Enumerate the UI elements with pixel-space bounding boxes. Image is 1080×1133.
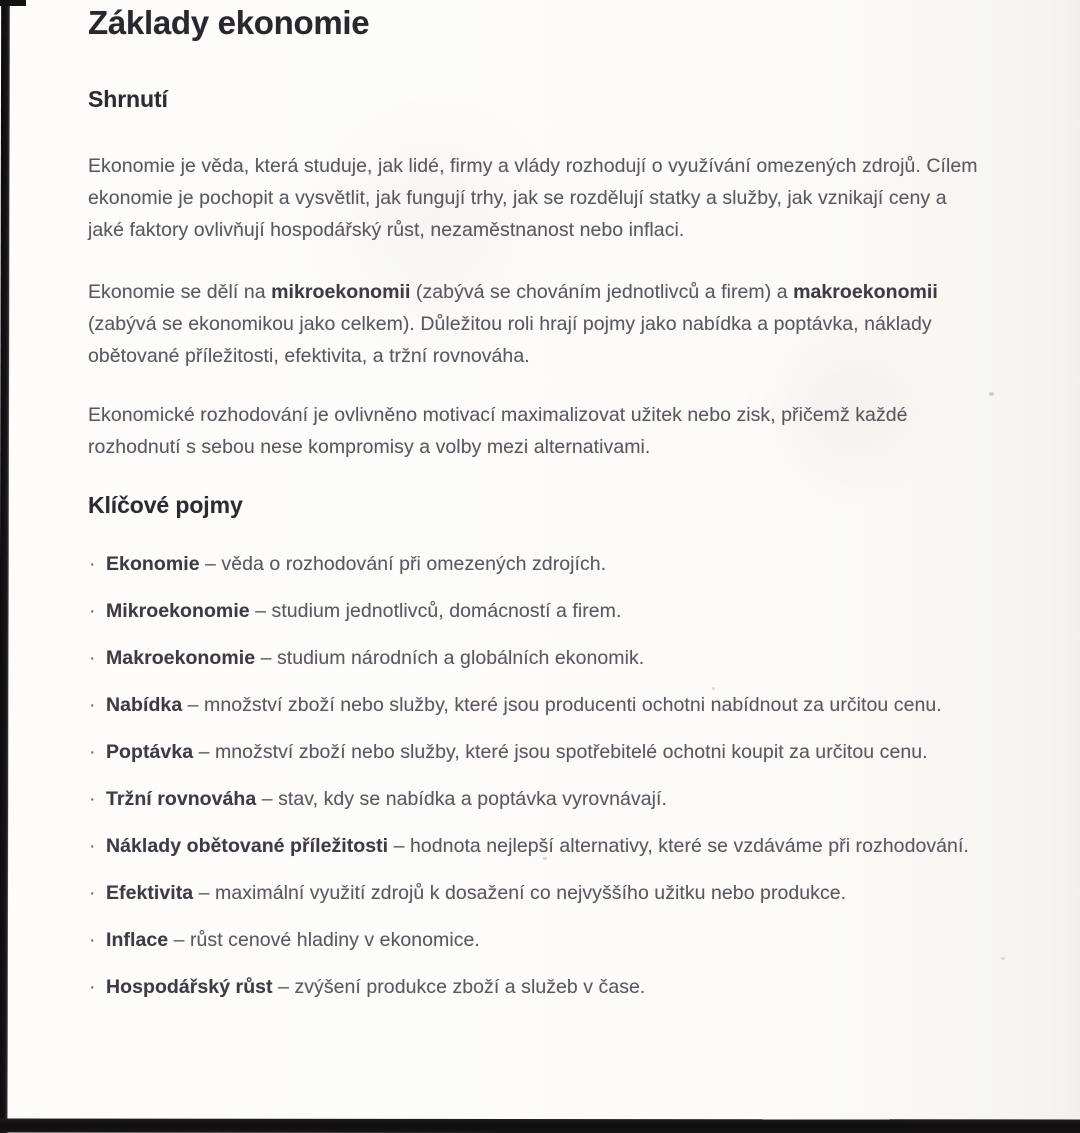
list-item xyxy=(88,924,981,956)
key-terms-list xyxy=(88,548,981,1003)
term-definition: – věda o rozhodování při omezených zdrojích. xyxy=(199,553,607,575)
bullet-dot: · xyxy=(89,835,96,857)
term-definition: – studium národních a globálních ekonomik. xyxy=(255,647,645,669)
term-label: Poptávka xyxy=(106,741,194,763)
term-label: Nabídka xyxy=(106,694,183,716)
bullet-dot: · xyxy=(89,553,96,575)
term-definition: – zvýšení produkce zboží a služeb v čase. xyxy=(272,976,646,998)
scan-speck xyxy=(989,392,994,396)
term-label: Tržní rovnováha xyxy=(106,788,257,810)
bullet-dot: · xyxy=(89,741,96,763)
list-item xyxy=(88,971,981,1003)
bullet-dot: · xyxy=(89,788,96,810)
document-content xyxy=(88,0,981,1018)
bullet-dot: · xyxy=(89,694,96,716)
term-label: Mikroekonomie xyxy=(106,600,250,622)
term-definition: – studium jednotlivců, domácností a firem. xyxy=(249,600,622,622)
term-label: Hospodářský růst xyxy=(106,976,273,998)
list-item xyxy=(88,548,981,580)
key-terms-heading: Klíčové pojmy xyxy=(88,492,243,518)
page-title: Základy ekonomie xyxy=(88,4,370,41)
bullet-dot: · xyxy=(89,647,96,669)
bullet-dot: · xyxy=(89,929,96,951)
summary-paragraph-2 xyxy=(88,276,981,372)
list-item xyxy=(88,783,981,815)
summary-paragraph-1: Ekonomie je věda, která studuje, jak lidé, firmy a vlády rozhodují o využívání omezených zdrojů. Cílem ekonomie je pochopit a vysvětlit, jak fungují trhy, jak se rozdělují statky a služby, jak vznikají ceny a jaké faktory ovlivňují hospodářský růst, nezaměstnanost nebo inflaci. xyxy=(88,155,978,241)
term-definition: – růst cenové hladiny v ekonomice. xyxy=(168,929,480,951)
term-definition: – maximální využití zdrojů k dosažení co nejvyššího užitku nebo produkce. xyxy=(193,882,847,904)
bold-term-makroekonomii: makroekonomii xyxy=(793,281,938,303)
scan-edge-left xyxy=(0,0,10,1133)
paragraph-text: (zabývá se ekonomikou jako celkem). Důležitou roli hrají pojmy jako nabídka a poptávka, náklady obětované příležitosti, efektivita, a tržní rovnováha. xyxy=(88,313,932,367)
list-item xyxy=(88,689,981,721)
bullet-dot: · xyxy=(89,976,96,998)
term-label: Ekonomie xyxy=(106,553,200,575)
term-label: Inflace xyxy=(106,929,169,951)
list-item xyxy=(88,642,981,674)
term-definition: – množství zboží nebo služby, které jsou producenti ochotni nabídnout za určitou cenu. xyxy=(182,694,942,716)
summary-heading: Shrnutí xyxy=(88,86,168,112)
scan-edge-top-corner xyxy=(0,0,26,6)
term-label: Efektivita xyxy=(106,882,194,904)
bullet-dot: · xyxy=(89,600,96,622)
list-item xyxy=(88,830,981,862)
bold-term-mikroekonomii: mikroekonomii xyxy=(271,281,411,303)
scan-speck xyxy=(1001,957,1005,960)
term-definition: – množství zboží nebo služby, které jsou spotřebitelé ochotni koupit za určitou cenu. xyxy=(193,741,928,763)
list-item xyxy=(88,736,981,768)
term-definition: – hodnota nejlepší alternativy, které se vzdáváme při rozhodování. xyxy=(388,835,969,857)
term-label: Makroekonomie xyxy=(106,647,256,669)
list-item xyxy=(88,877,981,909)
term-definition: – stav, kdy se nabídka a poptávka vyrovnávají. xyxy=(256,788,667,810)
bullet-dot: · xyxy=(89,882,96,904)
summary-paragraph-3: Ekonomické rozhodování je ovlivněno motivací maximalizovat užitek nebo zisk, přičemž každé rozhodnutí s sebou nese kompromisy a volby mezi alternativami. xyxy=(88,404,908,458)
paragraph-text: Ekonomie se dělí na xyxy=(88,281,272,303)
term-label: Náklady obětované příležitosti xyxy=(106,835,389,857)
scan-edge-bottom xyxy=(0,1119,1080,1133)
paragraph-text: (zabývá se chováním jednotlivců a firem) a xyxy=(410,281,794,303)
list-item xyxy=(88,595,981,627)
